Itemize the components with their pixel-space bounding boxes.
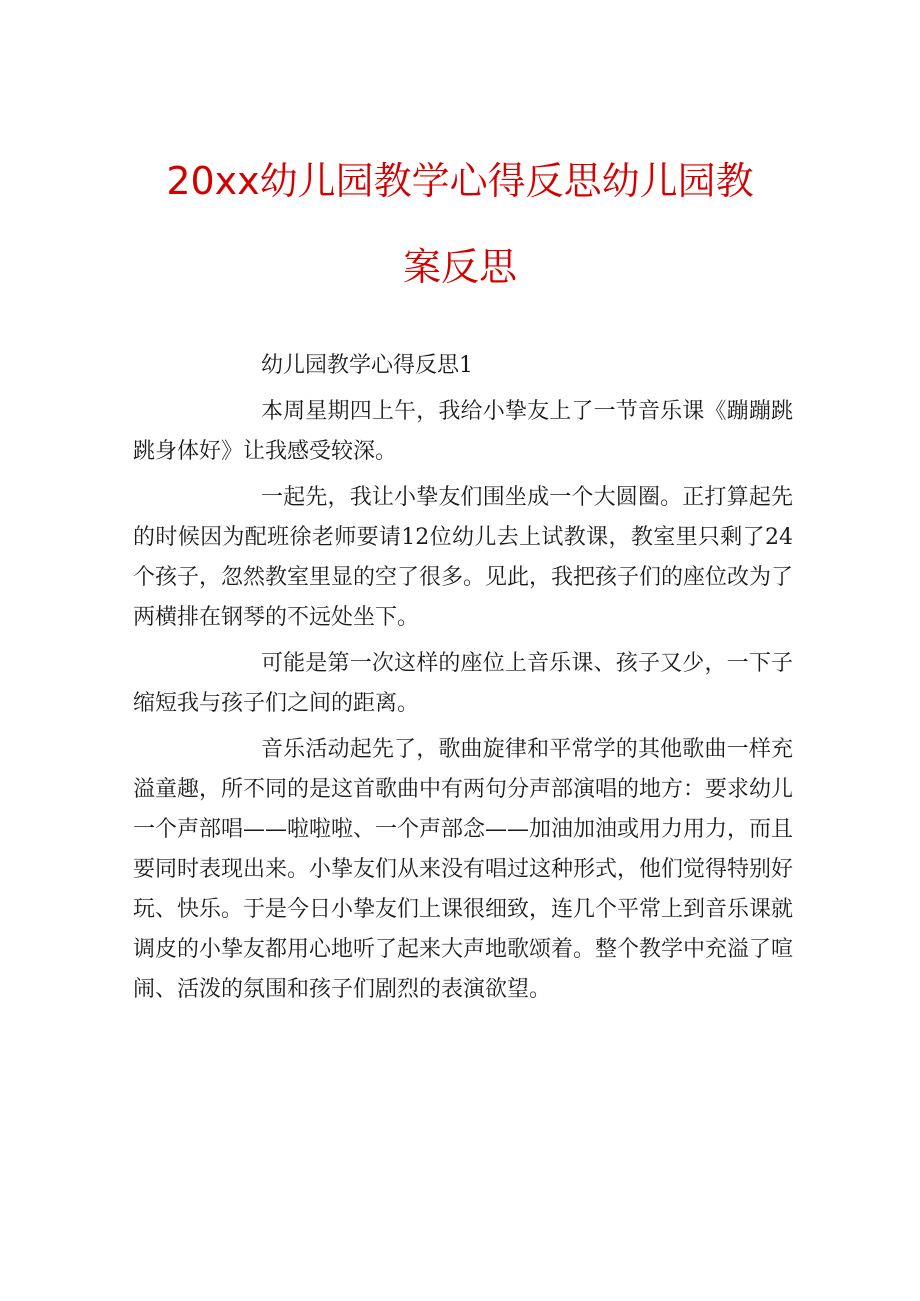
section-heading: 幼儿园教学心得反思1 — [261, 353, 473, 378]
title-line-1: 20xx幼儿园教学心得反思幼儿园教 — [166, 159, 754, 203]
paragraph: 一起先，我让小挚友们围坐成一个大圆圈。正打算起先的时候因为配班徐老师要请12位幼儿去上试教课，教室里只剩了24个孩子，忽然教室里显的空了很多。见此，我把孩子们的座位改为了两横排在钢琴的不远处坐下。 — [133, 485, 794, 630]
paragraph: 可能是第一次这样的座位上音乐课、孩子又少，一下子缩短我与孩子们之间的距离。 — [133, 651, 793, 716]
title-line-2: 案反思 — [402, 245, 517, 289]
paragraph: 本周星期四上午，我给小挚友上了一节音乐课《蹦蹦跳跳身体好》让我感受较深。 — [133, 399, 793, 464]
document-body — [133, 346, 793, 1010]
paragraph: 音乐活动起先了，歌曲旋律和平常学的其他歌曲一样充溢童趣，所不同的是这首歌曲中有两句分声部演唱的地方：要求幼儿一个声部唱——啦啦啦、一个声部念——加油加油或用力用力，而且要同时表现出来。小挚友们从来没有唱过这种形式，他们觉得特别好玩、快乐。于是今日小挚友们上课很细致，连几个平常上到音乐课就调皮的小挚友都用心地听了起来大声地歌颂着。整个教学中充溢了喧闹、活泼的氛围和孩子们剧烈的表演欲望。 — [133, 737, 794, 1002]
document-title — [120, 138, 800, 310]
